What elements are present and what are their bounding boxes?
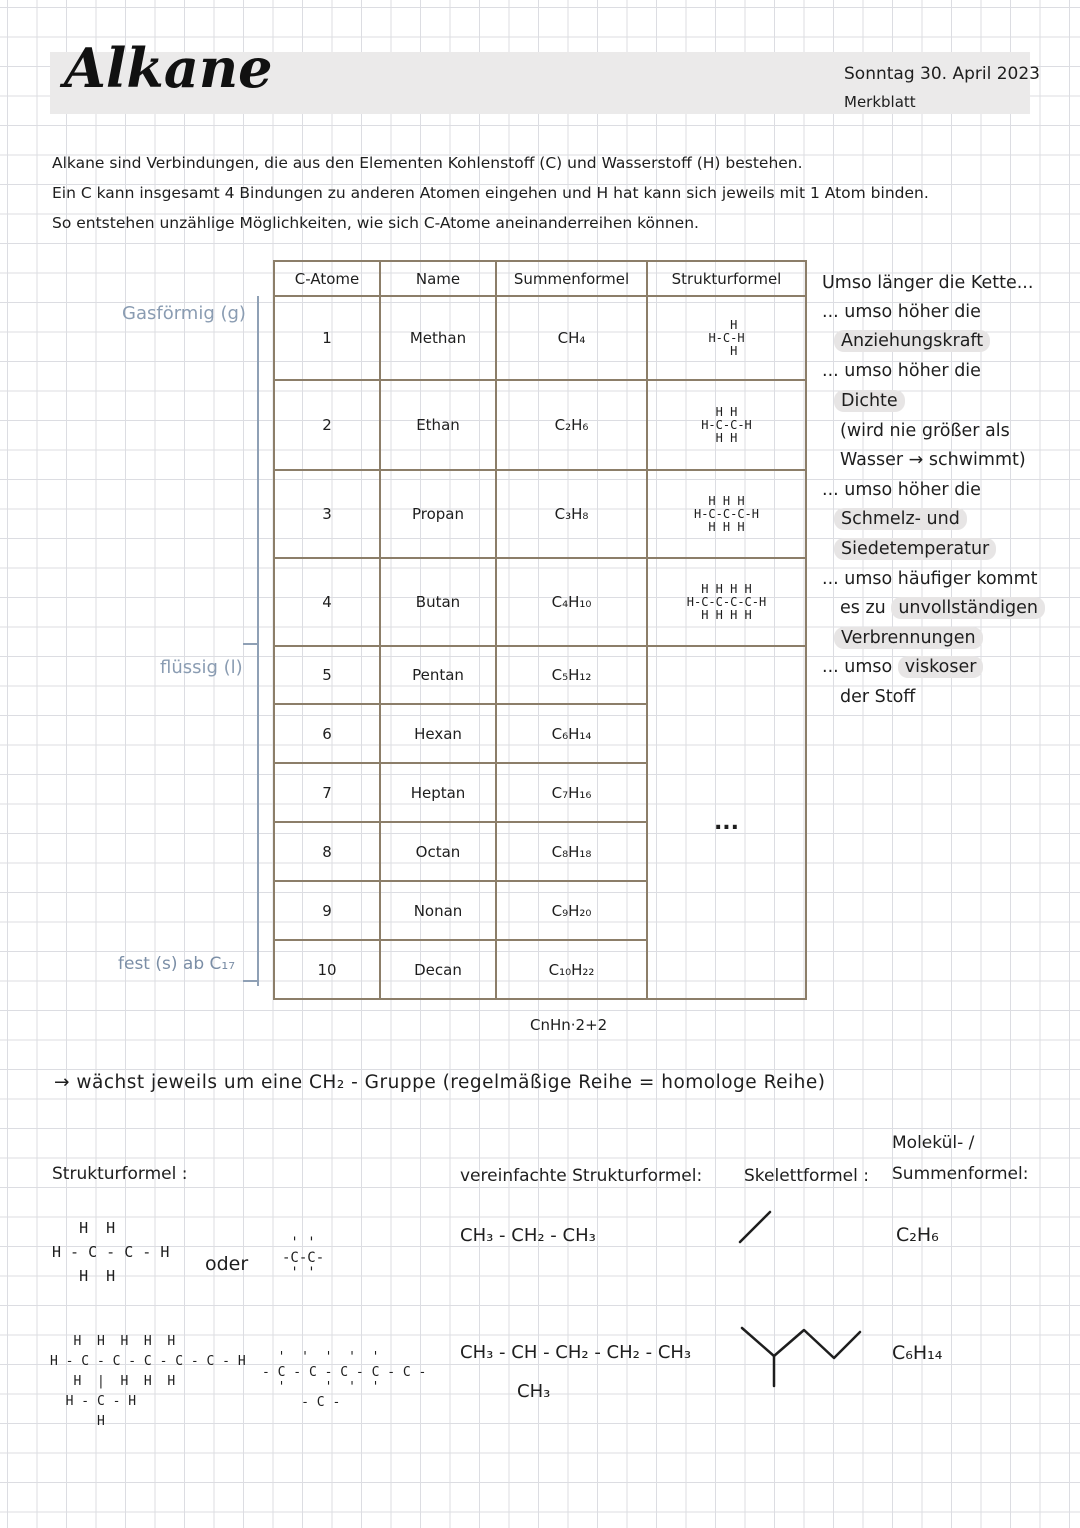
cell-name: Methan <box>380 296 496 380</box>
side-note-text: es zu <box>840 598 886 618</box>
cell-sum-formula: C₂H₆ <box>496 380 647 470</box>
cell-structure-formula <box>647 296 806 380</box>
general-formula: CnHn·2+2 <box>530 1016 608 1034</box>
cell-name: Ethan <box>380 380 496 470</box>
side-note-line: Wasser → schwimmt) <box>840 450 1026 470</box>
label-molecular-formula-2: Summenformel: <box>892 1164 1029 1184</box>
label-molecular-formula-1: Molekül- / <box>892 1133 975 1153</box>
side-note-text: ... umso <box>822 657 893 677</box>
side-note-highlight: Siedetemperatur <box>834 538 996 560</box>
state-gas-label: Gasförmig (g) <box>122 303 246 324</box>
side-note-line: der Stoff <box>840 687 916 707</box>
cell-c-atoms: 4 <box>274 558 380 646</box>
side-note-mixed-line <box>840 598 1045 618</box>
cell-sum-formula: C₇H₁₆ <box>496 763 647 822</box>
structure-drawing: H H-C-H H <box>708 317 745 358</box>
state-bracket-tick <box>243 643 259 645</box>
cell-sum-formula: C₈H₁₈ <box>496 822 647 881</box>
ethane-full-structure: H H H - C - C - H H H <box>52 1219 170 1285</box>
cell-c-atoms: 3 <box>274 470 380 558</box>
state-solid-label: fest (s) ab C₁₇ <box>118 954 236 974</box>
sheet-type-label: Merkblatt <box>844 93 916 111</box>
state-liquid-label: flüssig (l) <box>160 657 243 678</box>
header-name: Name <box>380 261 496 296</box>
cell-c-atoms: 6 <box>274 704 380 763</box>
cell-name: Decan <box>380 940 496 999</box>
cell-c-atoms: 5 <box>274 646 380 704</box>
cell-structure-formula <box>647 470 806 558</box>
alkane-table <box>273 260 807 1000</box>
table-row <box>274 646 806 704</box>
cell-c-atoms: 9 <box>274 881 380 940</box>
header-structure-formula: Strukturformel <box>647 261 806 296</box>
table-row <box>274 558 806 646</box>
isomer-molecular-formula: C₆H₁₄ <box>892 1342 943 1364</box>
cell-c-atoms: 8 <box>274 822 380 881</box>
cell-structure-ellipsis: ... <box>647 646 806 999</box>
skeletal-bond <box>740 1212 770 1242</box>
side-note-highlight: Schmelz- und <box>834 508 967 530</box>
table-row <box>274 380 806 470</box>
side-note-highlight: Dichte <box>834 390 905 412</box>
side-note-highlight: Verbrennungen <box>834 627 983 649</box>
cell-sum-formula: C₉H₂₀ <box>496 881 647 940</box>
cell-sum-formula: C₄H₁₀ <box>496 558 647 646</box>
label-structure-formula: Strukturformel : <box>52 1164 188 1184</box>
cell-sum-formula: CH₄ <box>496 296 647 380</box>
cell-name: Pentan <box>380 646 496 704</box>
intro-line-2: Ein C kann insgesamt 4 Bindungen zu anderen Atomen eingehen und H hat kann sich jeweils mit 1 Atom binden. <box>52 184 929 202</box>
cell-structure-formula <box>647 380 806 470</box>
side-note-highlight-wrap <box>834 509 967 529</box>
side-note-line: ... umso höher die <box>822 302 981 322</box>
cell-name: Propan <box>380 470 496 558</box>
cell-c-atoms: 1 <box>274 296 380 380</box>
side-note-line: ... umso höher die <box>822 480 981 500</box>
ethane-simplified-structure: CH₃ - CH₂ - CH₃ <box>460 1225 596 1246</box>
label-skeletal-formula: Skelettformel : <box>744 1166 869 1186</box>
header-c-atoms: C-Atome <box>274 261 380 296</box>
isomer-simplified-structure: CH₃ - CH - CH₂ - CH₂ - CH₃ <box>460 1342 692 1363</box>
ethane-molecular-formula: C₂H₆ <box>896 1224 939 1246</box>
cell-c-atoms: 10 <box>274 940 380 999</box>
state-bracket-tick <box>243 980 259 982</box>
structure-drawing: H H H-C-C-H H H <box>701 404 752 445</box>
oder-label: oder <box>205 1253 249 1275</box>
skeletal-chain <box>742 1328 860 1358</box>
cell-name: Heptan <box>380 763 496 822</box>
side-note-highlight: Anziehungskraft <box>834 330 990 352</box>
cell-name: Butan <box>380 558 496 646</box>
state-bracket-line <box>257 296 259 986</box>
side-note-highlight: unvollständigen <box>891 597 1045 619</box>
cell-sum-formula: C₃H₈ <box>496 470 647 558</box>
hexane-isomer-full-structure: H H H H H H - C - C - C - C - C - H H | H H H H - C - H H <box>50 1334 246 1429</box>
intro-line-1: Alkane sind Verbindungen, die aus den Elementen Kohlenstoff (C) und Wasserstoff (H) bestehen. <box>52 154 803 172</box>
cell-name: Hexan <box>380 704 496 763</box>
homologous-series-note: → wächst jeweils um eine CH₂ - Gruppe (regelmäßige Reihe = homologe Reihe) <box>54 1072 826 1093</box>
side-note-highlight: viskoser <box>898 656 984 678</box>
isomer-skeletal-formula <box>736 1322 866 1392</box>
label-simplified-structure: vereinfachte Strukturformel: <box>460 1166 703 1186</box>
side-note-line: ... umso häufiger kommt <box>822 569 1038 589</box>
table-row <box>274 296 806 380</box>
ethane-short-structure: ' ' -C-C- ' ' <box>282 1235 325 1281</box>
cell-c-atoms: 2 <box>274 380 380 470</box>
isomer-simplified-branch: CH₃ <box>517 1381 551 1402</box>
side-note-line: (wird nie größer als <box>840 421 1010 441</box>
side-note-line: ... umso höher die <box>822 361 981 381</box>
date-label: Sonntag 30. April 2023 <box>844 64 1040 84</box>
page-title: Alkane <box>64 36 273 100</box>
table-header-row <box>274 261 806 296</box>
side-note-highlight-wrap <box>834 628 983 648</box>
side-note-highlight-wrap <box>834 331 990 351</box>
cell-sum-formula: C₅H₁₂ <box>496 646 647 704</box>
side-note-line: Umso länger die Kette... <box>822 273 1034 293</box>
cell-name: Nonan <box>380 881 496 940</box>
cell-sum-formula: C₆H₁₄ <box>496 704 647 763</box>
header-sum-formula: Summenformel <box>496 261 647 296</box>
side-note-highlight-wrap <box>834 391 905 411</box>
hexane-isomer-short-structure: ' ' ' ' ' - C - C - C - C - C - ' ' ' ' - C - <box>262 1350 427 1410</box>
intro-line-3: So entstehen unzählige Möglichkeiten, wie sich C-Atome aneinanderreihen können. <box>52 214 699 232</box>
cell-structure-formula <box>647 558 806 646</box>
cell-sum-formula: C₁₀H₂₂ <box>496 940 647 999</box>
structure-drawing: H H H H H-C-C-C-C-H H H H H <box>686 581 767 622</box>
side-note-highlight-wrap <box>834 539 996 559</box>
cell-c-atoms: 7 <box>274 763 380 822</box>
cell-name: Octan <box>380 822 496 881</box>
structure-drawing: H H H H-C-C-C-H H H H <box>693 493 760 534</box>
side-note-mixed-line <box>822 657 983 677</box>
ethane-skeletal-formula <box>736 1208 776 1248</box>
table-row <box>274 470 806 558</box>
